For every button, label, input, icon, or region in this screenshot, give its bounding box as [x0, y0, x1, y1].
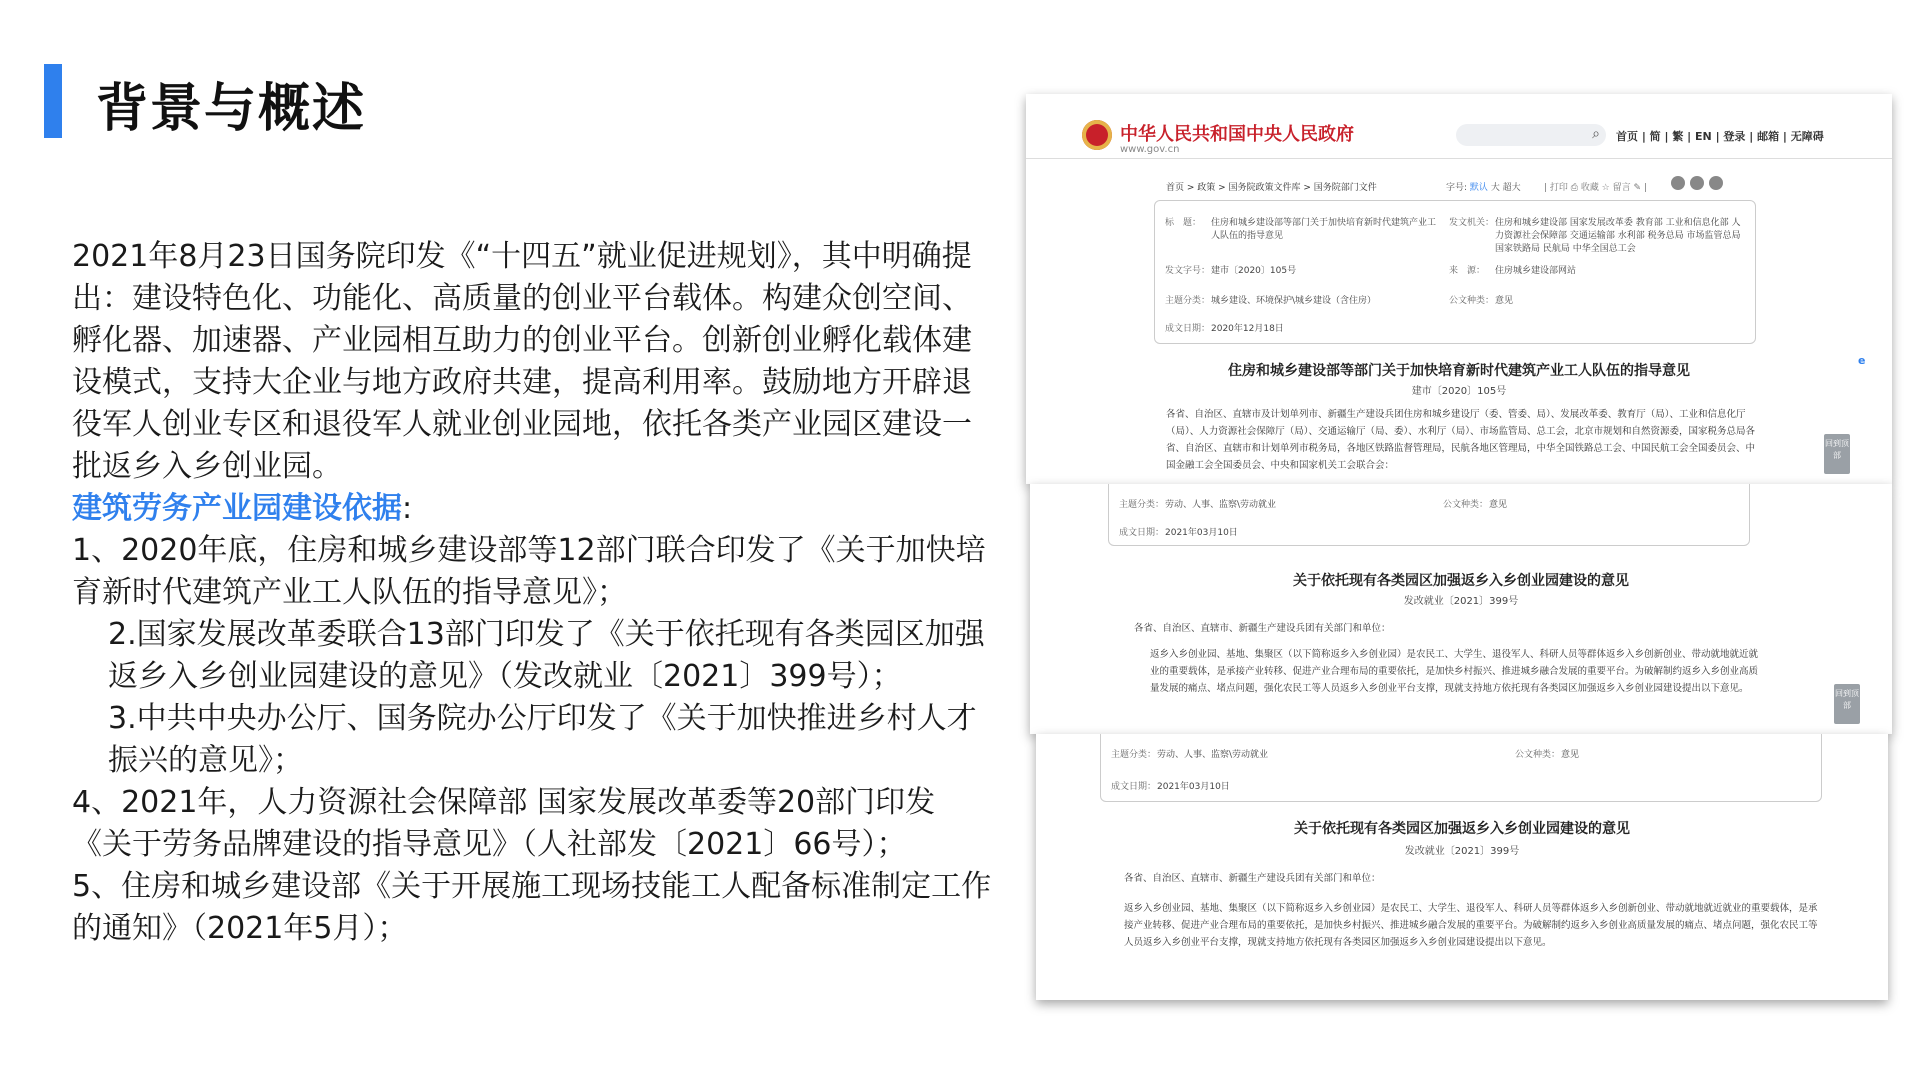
meta-key: 成文日期：: [1119, 528, 1165, 538]
meta-value: 劳动、人事、监察\劳动就业: [1157, 750, 1269, 760]
document-metadata-table: [1108, 484, 1750, 546]
document-salutation: 各省、自治区、直辖市、新疆生产建设兵团有关部门和单位：: [1124, 873, 1381, 884]
browser-icon: e: [1858, 354, 1866, 367]
document-metadata-table: [1154, 200, 1756, 344]
basis-item-3: 3.中共中央办公厅、国务院办公厅印发了《关于加快推进乡村人才振兴的意见》；: [108, 701, 977, 778]
meta-key: 发文机关：: [1449, 218, 1495, 228]
slide-body: [72, 236, 992, 950]
top-nav-links[interactable]: 首页 | 简 | 繁 | EN | 登录 | 邮箱 | 无障碍: [1616, 130, 1824, 143]
meta-key: 成文日期：: [1165, 324, 1211, 334]
basis-colon: :: [402, 491, 413, 526]
qzone-share-icon[interactable]: [1709, 176, 1723, 190]
font-size-label: 字号:: [1446, 183, 1468, 193]
meta-value: 意见: [1495, 296, 1514, 306]
meta-value: 劳动、人事、监察\劳动就业: [1165, 500, 1277, 510]
document-body: 各省、自治区、直辖市及计划单列市、新疆生产建设兵团住房和城乡建设厅（委、管委、局）、发展改革委、教育厅（局）、工业和信息化厅（局）、人力资源社会保障厅（局）、交通运输厅（局、委）、水利厅（局）、市场监管局、总工会，北京市规划和自然资源委，国家税务总局各省、自治区、直辖市和计划单列市税务局，各地区铁路监督管理局，民航各地区管理局，中华全国铁路总工会、中国民航工会全国委员会、中国金融工会全国委员会、中央和国家机关工会联合会：: [1166, 409, 1756, 471]
basis-heading: 建筑劳务产业园建设依据: [72, 491, 402, 526]
meta-key: 标 题：: [1165, 218, 1202, 228]
document-title: 住房和城乡建设部等部门关于加快培育新时代建筑产业工人队伍的指导意见: [1228, 363, 1690, 379]
document-salutation: 各省、自治区、直辖市、新疆生产建设兵团有关部门和单位：: [1134, 623, 1391, 634]
meta-key: 主题分类：: [1119, 500, 1165, 510]
meta-value: 住房和城乡建设部等部门关于加快培育新时代建筑产业工人队伍的指导意见: [1211, 218, 1437, 241]
document-title: 关于依托现有各类园区加强返乡入乡创业园建设的意见: [1293, 573, 1629, 589]
meta-row-date: [1111, 779, 1811, 792]
document-screenshot-2: [1030, 484, 1892, 734]
title-accent-bar: [44, 64, 62, 138]
meta-value: 住房和城乡建设部 国家发展改革委 教育部 工业和信息化部 人力资源社会保障部 交通运输部 水利部 税务总局 市场监管总局 国家铁路局 民航局 中华全国总工会: [1495, 218, 1741, 254]
share-icons[interactable]: [1666, 176, 1723, 193]
basis-heading-line: [72, 488, 992, 530]
search-input[interactable]: [1456, 124, 1606, 146]
basis-item-4: 4、2021年，人力资源社会保障部 国家发展改革委等20部门印发《关于劳务品牌建设的指导意见》（人社部发〔2021〕66号）；: [72, 785, 936, 862]
slide-title: 背景与概述: [96, 79, 367, 139]
meta-key: 公文种类：: [1515, 750, 1561, 760]
meta-value: 城乡建设、环境保护\城乡建设（含住房）: [1211, 296, 1377, 306]
gov-site-header: [1026, 94, 1892, 159]
meta-key: 来 源：: [1449, 266, 1486, 276]
document-number: 发改就业〔2021〕399号: [1403, 596, 1519, 607]
meta-row-date: [1165, 321, 1745, 334]
document-number: 发改就业〔2021〕399号: [1404, 846, 1520, 857]
meta-value: 建市〔2020〕105号: [1211, 266, 1297, 276]
wechat-share-icon[interactable]: [1671, 176, 1685, 190]
meta-row-number: [1165, 263, 1745, 276]
site-name: 中华人民共和国中央人民政府: [1120, 124, 1354, 145]
back-to-top-button[interactable]: 回到顶部: [1834, 684, 1860, 724]
document-body: 返乡入乡创业园、基地、集聚区（以下简称返乡入乡创业园）是农民工、大学生、退役军人、科研人员等群体返乡入乡创新创业、带动就地就近就业的重要载体，是承接产业转移、促进产业合理布局的重要依托，是加快乡村振兴、推进城乡融合发展的重要平台。为破解制约返乡入乡创业高质量发展的痛点、堵点问题，强化农民工等人员返乡入乡创业平台支撑，现就支持地方依托现有各类园区加强返乡入乡创业园建设提出以下意见。: [1124, 903, 1818, 948]
meta-key: 发文字号：: [1165, 266, 1211, 276]
document-screenshot-3: [1036, 734, 1888, 1000]
page-tools[interactable]: | 打印 ⎙ 收藏 ☆ 留言 ✎ |: [1544, 183, 1647, 193]
back-to-top-button[interactable]: 回到顶部: [1824, 434, 1850, 474]
document-metadata-table: [1100, 734, 1822, 802]
font-size-options[interactable]: 大 超大: [1490, 183, 1521, 193]
national-emblem-icon: [1082, 120, 1112, 150]
document-body: 返乡入乡创业园、基地、集聚区（以下简称返乡入乡创业园）是农民工、大学生、退役军人、科研人员等群体返乡入乡创新创业、带动就地就近就业的重要载体，是承接产业转移、促进产业合理布局的重要依托，是加快乡村振兴、推进城乡融合发展的重要平台。为破解制约返乡入乡创业高质量发展的痛点、堵点问题，强化农民工等人员返乡入乡创业平台支撑，现就支持地方依托现有各类园区加强返乡入乡创业园建设提出以下意见。: [1150, 649, 1759, 694]
meta-value: 意见: [1489, 500, 1508, 510]
font-size-current[interactable]: 默认: [1469, 183, 1488, 193]
basis-item-2: 2.国家发展改革委联合13部门印发了《关于依托现有各类园区加强返乡入乡创业园建设的意见》（发改就业〔2021〕399号）；: [108, 617, 985, 694]
font-size-selector[interactable]: [1446, 180, 1521, 193]
meta-key: 成文日期：: [1111, 782, 1157, 792]
weibo-share-icon[interactable]: [1690, 176, 1704, 190]
meta-key: 主题分类：: [1111, 750, 1157, 760]
meta-row-title: [1165, 215, 1745, 254]
document-title: 关于依托现有各类园区加强返乡入乡创业园建设的意见: [1294, 821, 1630, 837]
site-url: www.gov.cn: [1120, 144, 1180, 155]
search-icon[interactable]: ⌕: [1592, 126, 1600, 142]
meta-key: 公文种类：: [1443, 500, 1489, 510]
meta-value: 2021年03月10日: [1165, 528, 1238, 538]
meta-value: 住房城乡建设部网站: [1495, 266, 1577, 276]
intro-paragraph: 2021年8月23日国务院印发《“十四五”就业促进规划》，其中明确提出：建设特色化、功能化、高质量的创业平台载体。构建众创空间、孵化器、加速器、产业园相互助力的创业平台。创新创业孵化载体建设模式，支持大企业与地方政府共建，提高利用率。鼓励地方开辟退役军人创业专区和退役军人就业创业园地，依托各类产业园区建设一批返乡入乡创业园。: [72, 239, 972, 484]
meta-row-category: [1111, 747, 1811, 760]
document-screenshot-1: [1026, 94, 1892, 484]
meta-row-category: [1119, 497, 1739, 510]
meta-row-date: [1119, 525, 1739, 538]
meta-value: 意见: [1561, 750, 1580, 760]
basis-item-5: 5、住房和城乡建设部《关于开展施工现场技能工人配备标准制定工作的通知》（2021年5月）；: [72, 869, 992, 946]
meta-row-category: [1165, 293, 1745, 306]
meta-value: 2020年12月18日: [1211, 324, 1284, 334]
meta-key: 主题分类：: [1165, 296, 1211, 306]
breadcrumb[interactable]: 首页 > 政策 > 国务院政策文件库 > 国务院部门文件: [1166, 183, 1377, 193]
meta-value: 2021年03月10日: [1157, 782, 1230, 792]
basis-item-1: 1、2020年底，住房和城乡建设部等12部门联合印发了《关于加快培育新时代建筑产业工人队伍的指导意见》；: [72, 533, 986, 610]
document-number: 建市〔2020〕105号: [1411, 386, 1507, 397]
meta-key: 公文种类：: [1449, 296, 1495, 306]
